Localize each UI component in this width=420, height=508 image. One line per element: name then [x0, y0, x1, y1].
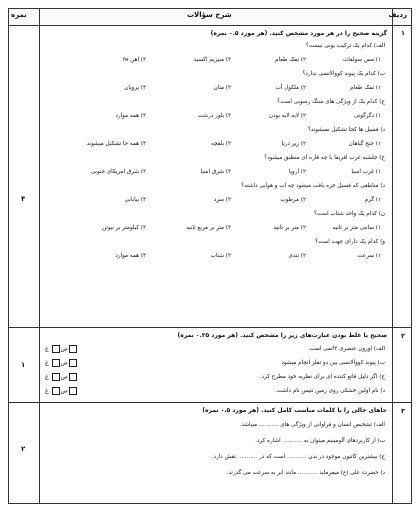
q1-option: ۴) پروپان [124, 85, 146, 91]
false-checkbox[interactable] [69, 359, 77, 367]
q1-option: ۳) بلور درشت [197, 113, 231, 119]
q2-statement: ب) پیوند کووالانسی بین دو تفلز انجام میشود [281, 360, 385, 366]
q1-option: ۱) گرم [364, 197, 381, 203]
q1-option: ۴) همه جا تشکیل میشوند [86, 141, 146, 147]
q1-option: ۴) شرق امریکای جنوبی [90, 169, 146, 175]
false-checkbox[interactable] [69, 345, 77, 353]
row-divider-1 [9, 327, 411, 328]
false-checkbox[interactable] [69, 387, 77, 395]
q1-option: ۳) بلفچه [211, 141, 231, 147]
false-label: غ [45, 387, 49, 395]
q1-option: ۲) ملکول آب [275, 85, 306, 91]
q1-option: ۱) غرب اسیا [351, 169, 381, 175]
q2-answer-choice [45, 345, 78, 353]
true-checkbox[interactable] [52, 373, 60, 381]
q1-item-stem: ب) کدام یک پیوند کووالانسی ندارد؟ [302, 71, 385, 77]
q2-answer-choice [45, 359, 78, 367]
q1-option: ۲) تندی [288, 253, 306, 259]
true-checkbox[interactable] [52, 359, 60, 367]
q1-option: ۴) کیلومتر بر نیوتن [102, 225, 146, 231]
question-3-score: ۲ [21, 445, 26, 453]
q1-option: ۲) زیر دریا [281, 141, 306, 147]
table-header [9, 9, 411, 26]
q1-option: ۲) لایه لایه بودن [268, 113, 306, 119]
q1-option: ۴) بیابانی [124, 197, 146, 203]
score-column-divider [39, 9, 40, 503]
q1-option: ۳) سرد [213, 197, 231, 203]
exam-sheet [8, 8, 412, 504]
false-checkbox[interactable] [69, 373, 77, 381]
q1-option: ۳) شتاب [210, 253, 231, 259]
q1-item-stem: ح) جلشبه غرب افریقا با چه قاره ای منطبق میشود؟ [264, 155, 385, 161]
q3-fill-blank: ب) از کاربردهای آلومینیم میتوان به ........... اشاره کرد. [255, 438, 385, 444]
question-1-score: ۴ [21, 195, 26, 203]
q1-option: ۴) همه موارد [115, 113, 146, 119]
q1-item-stem: و) کدام یک دارای جهت است؟ [315, 239, 385, 245]
question-3-instruction: جاهای خالی را با کلمات مناسب کامل کنید. (هر مورد ۰.۵ نمره) [202, 407, 387, 414]
q1-option: ۱) سانتی متر بر ثانیه [332, 225, 381, 231]
q1-option: ۱) مس سولفات [343, 57, 381, 63]
q1-option: ۲) نمک طعام [275, 57, 306, 63]
row-column-header: ردیف [388, 11, 407, 19]
q1-item-stem: ج) کدام یک از ویژگی های سنگ رسوبی است؟ [277, 99, 385, 105]
q3-fill-blank: ج) بیشترین کاتیون موجود در بدن ........... است که در ........... نقش دارد. [211, 454, 385, 460]
question-2-score: ۱ [21, 361, 26, 369]
q1-option: ۴) اهن fe [123, 57, 146, 63]
q2-statement: الف) اوزون عنصری ۳اتمی است. [307, 346, 385, 352]
q2-statement: ج) اگر دلیل قانع کننده ای برای نظریه خود مطرح کرد. [259, 374, 385, 380]
q1-option: ۳) شرق اسیا [200, 169, 231, 175]
false-label: غ [45, 359, 49, 367]
question-2-instruction: صحیح یا غلط بودن عبارت‌های زیر را مشخص کنید. (هر مورد ۰.۲۵ نمره) [177, 332, 387, 339]
description-column-header: شرح سؤالات [187, 11, 232, 19]
q1-option: ۲) اروپا [288, 169, 306, 175]
q1-option: ۱) نمک طعام [350, 85, 381, 91]
true-label: ص [60, 373, 68, 381]
question-2-number: ۲ [401, 332, 405, 340]
q1-item-stem: د) مناطقی که فسیل خره بافت میشود چه اب و هوایی داشته؟ [241, 183, 385, 189]
q1-option: ۱) دگرگونی [354, 113, 381, 119]
q1-option: ۳) متان [213, 85, 231, 91]
q1-item-stem: ن) کدام یک واحد شتاب است؟ [313, 211, 385, 217]
question-3-number: ۳ [401, 407, 405, 415]
true-label: ص [60, 387, 68, 395]
q1-item-stem: د) فسیل ها کجا تشکیل نمیشوند؟ [307, 127, 385, 133]
q1-option: ۴) همه موارد [115, 253, 146, 259]
question-1-instruction: گزینه صحیح را در هر مورد مشخص کنید. (هر مورد ۰.۵ نمره) [210, 30, 387, 37]
q3-fill-blank: الف) تشخیص انسان و فراوانی از ویژگی های ........... میباشد. [239, 422, 385, 428]
score-column-header: نمره [11, 11, 27, 19]
q1-option: ۱) جنح گیاهان [348, 141, 381, 147]
q2-answer-choice [45, 387, 78, 395]
true-label: ص [60, 359, 68, 367]
true-label: ص [60, 345, 68, 353]
false-label: غ [45, 373, 49, 381]
row-column-divider [392, 9, 393, 503]
question-1-number: ۱ [401, 29, 405, 37]
true-checkbox[interactable] [52, 387, 60, 395]
q1-option: ۳) منیزیم اکسید [193, 57, 231, 63]
q3-fill-blank: د) حضرت علی (ع) میفرماید ........... مانند ابر به سرعت می گذرند. [226, 470, 385, 476]
q2-statement: د) نام اولین خشکی روی زمین تتیس نام داشت. [275, 388, 385, 394]
q1-option: ۲) متر بر ثانیه [273, 225, 306, 231]
q1-option: ۳) متر بر مربع ثانیه [186, 225, 231, 231]
row-divider-2 [9, 402, 411, 403]
q1-option: ۱) سرعت [357, 253, 381, 259]
q1-item-stem: الف) کدام یک ترکیب یونی نیست؟ [305, 43, 385, 49]
true-checkbox[interactable] [52, 345, 60, 353]
q1-option: ۲) مرطوب [280, 197, 306, 203]
q2-answer-choice [45, 373, 78, 381]
false-label: غ [45, 345, 49, 353]
